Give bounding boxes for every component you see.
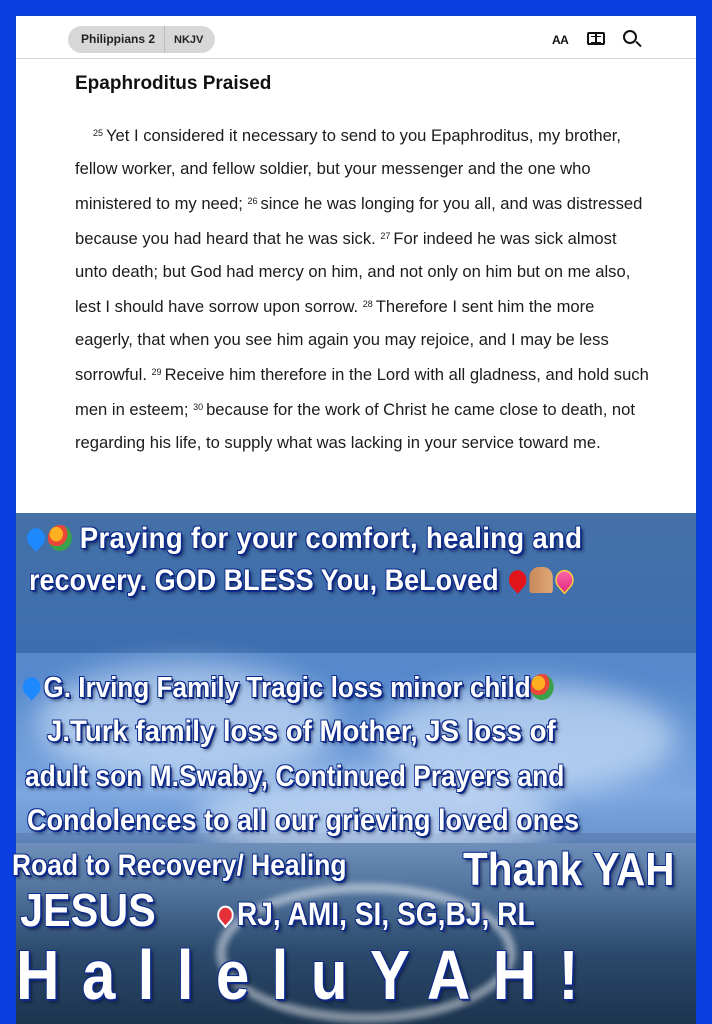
search-icon[interactable] [623,30,637,44]
verse-number: 29 [151,367,162,377]
bouquet-icon [48,525,72,551]
condolence-text: G. Irving Family Tragic loss minor child [43,672,531,704]
bouquet-icon [531,674,554,700]
hallelujah-text: HalleluYAH! [16,936,601,1014]
verse-text: Yet I considered it necessary to send to you Epaphroditus, my brother, fellow worker, and fellow soldier, but your messenger and the one who ministered to my need; [75,126,622,213]
verse-text: For indeed he was sick almost unto death; but God had mercy on him, and not only on him but on me also, lest I should have sorrow upon sorrow. [75,229,631,316]
initials-line [214,896,535,933]
initials-text: RJ, AMI, SI, SG,BJ, RL [236,896,535,932]
verse-text: since he was longing for you all, and was distressed because you had heard that he was sick. [75,194,643,248]
jesus-text: JESUS [20,884,156,936]
blue-heart-icon [23,524,48,552]
red-heart-icon [505,566,530,594]
prayer-line-2 [29,564,576,598]
mending-heart-icon [214,902,237,928]
condolence-line-4: Condolences to all our grieving loved ones [27,804,580,837]
condolence-line-1 [20,672,554,705]
blue-heart-icon [19,673,44,701]
book-chapter-button[interactable]: Philippians 2 [68,26,165,53]
reader-toolbar [16,16,696,59]
verse-text: because for the work of Christ he came close to death, not regarding his life, to supply what was lacking in your service toward me. [75,400,635,452]
verse-number: 25 [93,128,104,138]
condolence-line-2: J.Turk family loss of Mother, JS loss of [47,715,556,748]
passage-text [75,117,650,459]
recovery-text: Road to Recovery/ Healing [12,849,347,882]
prayer-line-1 [24,522,582,556]
book-icon[interactable] [587,32,605,45]
condolence-line-3: adult son M.Swaby, Continued Prayers and [25,760,565,793]
prayer-text: Praying for your comfort, healing and [79,522,583,555]
verse-text: Receive him therefore in the Lord with all gladness, and hold such men in esteem; [75,365,649,419]
prayer-text: recovery. GOD BLESS You, BeLoved [29,564,499,597]
praying-hands-icon [530,567,553,593]
verse-number: 28 [362,299,373,309]
verse-number: 27 [380,231,391,241]
verse-number: 26 [247,196,258,206]
text-size-icon[interactable]: AA [552,33,569,47]
verse-text: Therefore I sent him the more eagerly, that when you see him again you may rejoice, and I may be less sorrowful. [75,297,609,384]
section-heading: Epaphroditus Praised [75,73,272,94]
passage-selector[interactable] [68,26,215,53]
thank-yah-text: Thank YAH [463,843,675,895]
version-button[interactable]: NKJV [174,33,204,46]
heart-ribbon-icon [552,566,578,595]
verse-number: 30 [193,402,204,412]
bible-reader [16,16,696,513]
